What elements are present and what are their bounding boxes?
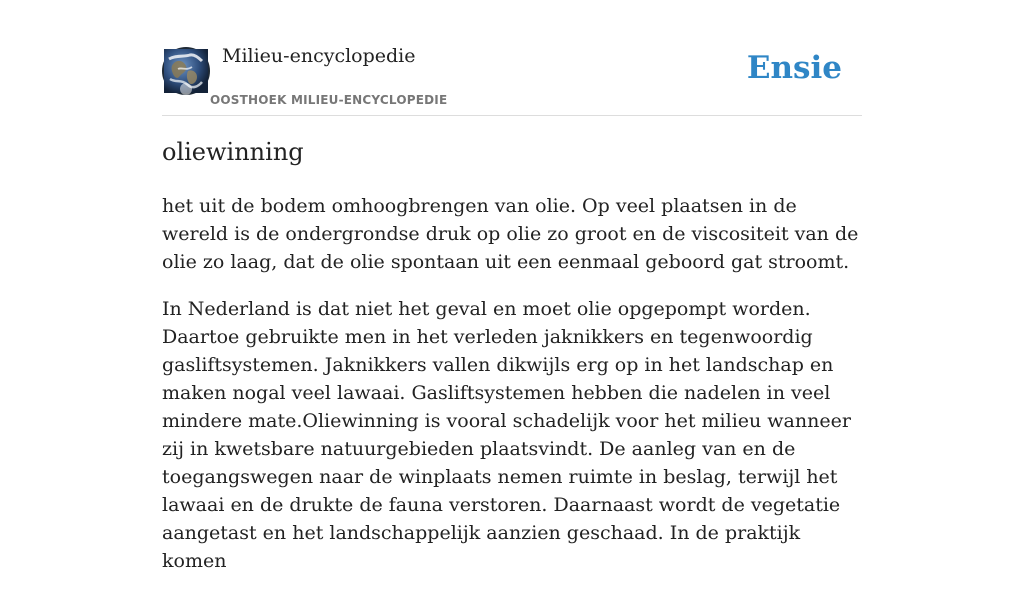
entry-body	[162, 192, 862, 594]
brand-logo[interactable]: Ensie	[746, 50, 842, 86]
source-title[interactable]: Milieu-encyclopedie	[222, 45, 416, 67]
source-header	[162, 40, 862, 116]
paragraph: In Nederland is dat niet het geval en moet olie opgepompt worden. Daartoe gebruikte men in het verleden jaknikkers en tegenwoordig gasliftsystemen. Jaknikkers vallen dikwijls erg op in het landschap en maken nogal veel lawaai. Gasliftsystemen hebben die nadelen in veel mindere mate.Oliewinning is vooral schadelijk voor het milieu wanneer zij in kwetsbare natuurgebieden plaatsvindt. De aanleg van en de toegangswegen naar de winplaats nemen ruimte in beslag, terwijl het lawaai en de drukte de fauna verstoren. Daarnaast wordt de vegetatie aangetast en het landschappelijk aanzien geschaad. In de praktijk komen	[162, 298, 851, 572]
earth-globe-icon[interactable]	[162, 47, 210, 95]
page-title: oliewinning	[162, 138, 304, 166]
source-subtitle[interactable]: OOSTHOEK MILIEU-ENCYCLOPEDIE	[210, 93, 448, 107]
paragraph: het uit de bodem omhoogbrengen van olie. Op veel plaatsen in de wereld is de ondergrondse druk op olie zo groot en de viscositeit van de olie zo laag, dat de olie spontaan uit een eenmaal geboord gat stroomt.	[162, 195, 859, 273]
